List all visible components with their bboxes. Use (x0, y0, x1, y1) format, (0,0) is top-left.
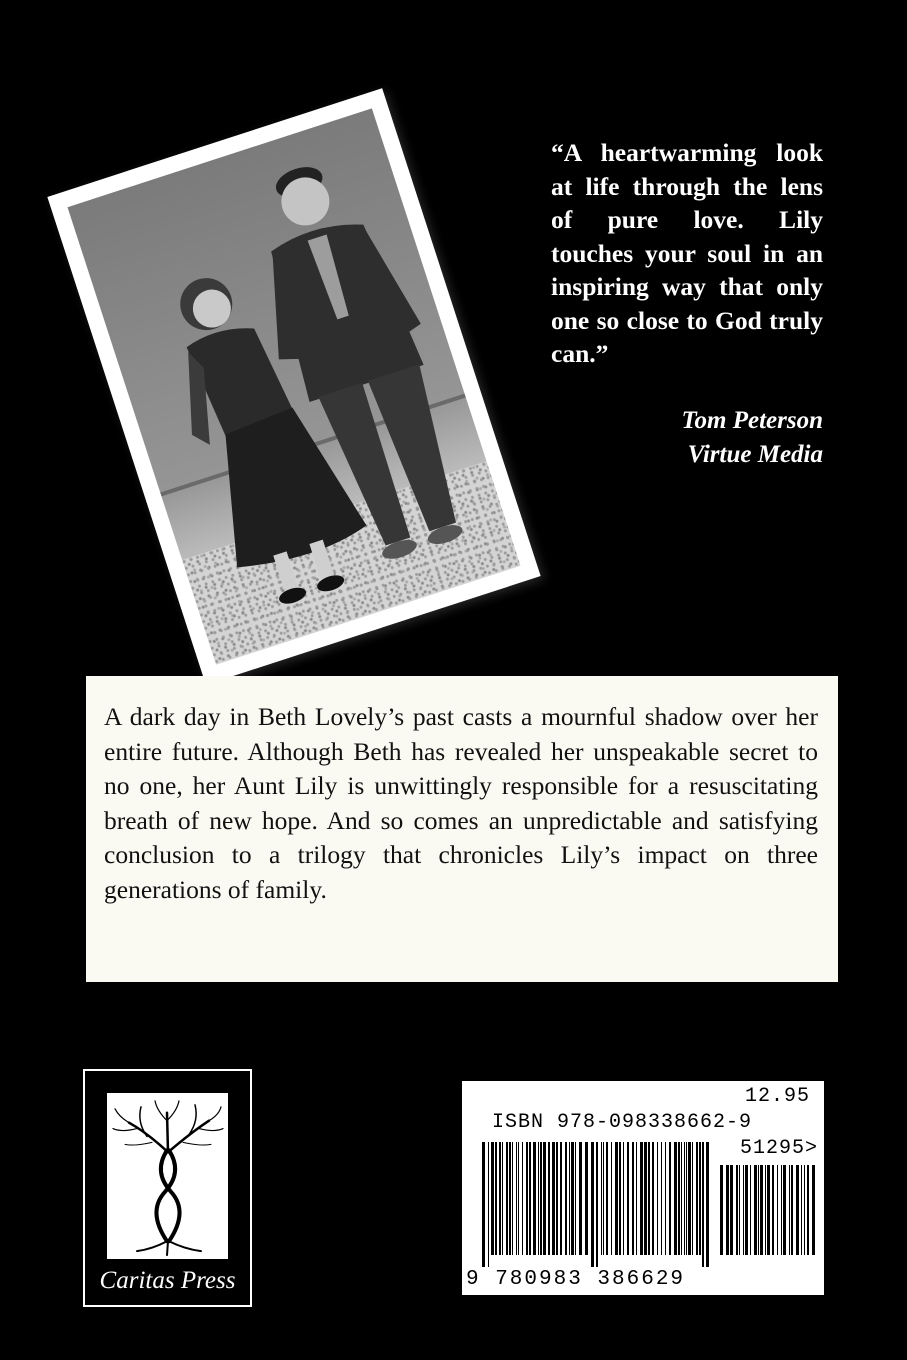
barcode-bar (743, 1165, 744, 1255)
barcode-bar (789, 1165, 790, 1255)
barcode-bar (522, 1142, 523, 1255)
barcode-bar (491, 1142, 494, 1255)
barcode-bar (648, 1142, 650, 1255)
barcode-bar (596, 1142, 598, 1267)
barcode-bar (533, 1142, 536, 1255)
barcode-bar (686, 1142, 687, 1255)
barcode-bar (636, 1142, 637, 1255)
barcode-bar (791, 1165, 793, 1255)
barcode-bar (684, 1142, 685, 1255)
barcode-addon-digits: 51295> (739, 1137, 818, 1160)
barcode-bar (644, 1142, 647, 1255)
barcode-bar (678, 1142, 680, 1255)
barcode-bar (556, 1142, 558, 1255)
barcode-bar (543, 1142, 546, 1255)
barcode-bar (750, 1165, 751, 1255)
barcode-bar (696, 1142, 698, 1255)
barcode-bar (569, 1142, 570, 1255)
photo-image (68, 108, 521, 664)
barcode-bar (807, 1165, 809, 1255)
barcode-bar (674, 1142, 677, 1255)
barcode-bar (540, 1142, 542, 1255)
barcode-bar (538, 1142, 539, 1255)
review-quote: “A heartwarming look at life through the lens of pure love. Lily touches your soul in an inspiring way that only one so close to God truly can.” (551, 138, 823, 368)
book-description-box (86, 676, 838, 982)
barcode-bar (548, 1142, 550, 1255)
main-barcode-bars (482, 1142, 714, 1267)
barcode-bar (632, 1142, 634, 1255)
barcode-bar (783, 1165, 786, 1255)
barcode-bar (669, 1142, 671, 1255)
barcode-bar (499, 1142, 501, 1255)
barcode-bar (619, 1142, 621, 1255)
publisher-name: Caritas Press (99, 1267, 236, 1294)
barcode-isbn: ISBN 978-098338662-9 (492, 1111, 753, 1134)
barcode-price: 12.95 (744, 1085, 810, 1108)
barcode-bar (754, 1165, 757, 1255)
barcode-bar (560, 1142, 562, 1255)
barcode-bar (512, 1142, 513, 1255)
barcode-bar (502, 1142, 503, 1255)
barcode-bar (702, 1142, 704, 1267)
addon-barcode-bars (720, 1165, 816, 1267)
barcode-bar (606, 1142, 608, 1255)
barcode-bar (781, 1165, 782, 1255)
barcode-bar (482, 1142, 485, 1267)
barcode-bar (585, 1142, 588, 1255)
barcode-bar (760, 1165, 763, 1255)
barcode-bar (615, 1142, 618, 1255)
barcode-bar (681, 1142, 682, 1255)
barcode-bar (767, 1165, 770, 1255)
barcode-bar (796, 1165, 799, 1255)
tree-logo-icon (107, 1093, 228, 1259)
barcode-bar (720, 1165, 723, 1255)
barcode-bar (801, 1165, 802, 1255)
barcode-bar (488, 1142, 489, 1267)
barcode-digits: 9 780983 386629 (466, 1268, 686, 1291)
barcode-bar (579, 1142, 582, 1255)
barcode-bar (730, 1165, 733, 1255)
barcode-bar (603, 1142, 604, 1255)
barcode-bar (736, 1165, 738, 1255)
barcode-bar (575, 1142, 576, 1255)
barcode-bar (565, 1142, 567, 1255)
barcode-bar (652, 1142, 654, 1255)
barcode-bar (706, 1142, 709, 1267)
barcode-bar (739, 1165, 740, 1255)
barcode-bar (623, 1142, 624, 1255)
barcode-bar (509, 1142, 511, 1255)
barcode-bar (601, 1142, 602, 1255)
barcode-bar (552, 1142, 555, 1255)
barcode-bar (591, 1142, 594, 1267)
barcode-bar (506, 1142, 508, 1255)
barcode-bar (665, 1142, 666, 1255)
barcode-bar (688, 1142, 691, 1255)
quote-author: Tom Peterson (681, 407, 823, 434)
barcode-bar (745, 1165, 748, 1255)
barcode-bar (640, 1142, 643, 1255)
couple-photo (47, 88, 540, 685)
barcode-bar (526, 1142, 528, 1255)
barcode-bar (529, 1142, 531, 1255)
barcode-bar (765, 1165, 766, 1255)
barcode-bar (657, 1142, 658, 1255)
book-description: A dark day in Beth Lovely’s past casts a mournful shadow over her entire future. Although Beth has revealed her unspeakable secret to no one, her Aunt Lily is unwittingly responsible for a resuscitating breath of new hope. And so comes an unpredictable and satisfying conclusion to a trilogy that chronicles Lily’s impact on three generations of family. (104, 702, 818, 904)
barcode-bar (726, 1165, 729, 1255)
barcode-bar (692, 1142, 693, 1255)
barcode-bar (699, 1142, 701, 1255)
isbn-barcode (462, 1081, 824, 1295)
barcode-bar (804, 1165, 805, 1255)
barcode-bar (495, 1142, 497, 1255)
barcode-bar (571, 1142, 574, 1255)
quote-organization: Virtue Media (687, 441, 823, 468)
publisher-logo (83, 1069, 252, 1307)
barcode-bar (627, 1142, 629, 1255)
barcode-bar (518, 1142, 519, 1255)
barcode-bar (758, 1165, 759, 1255)
barcode-bar (661, 1142, 662, 1255)
barcode-bar (611, 1142, 612, 1255)
barcode-bar (812, 1165, 815, 1255)
barcode-bar (777, 1165, 778, 1255)
quote-attribution (682, 404, 823, 472)
barcode-bar (516, 1142, 517, 1255)
barcode-bar (772, 1165, 774, 1255)
